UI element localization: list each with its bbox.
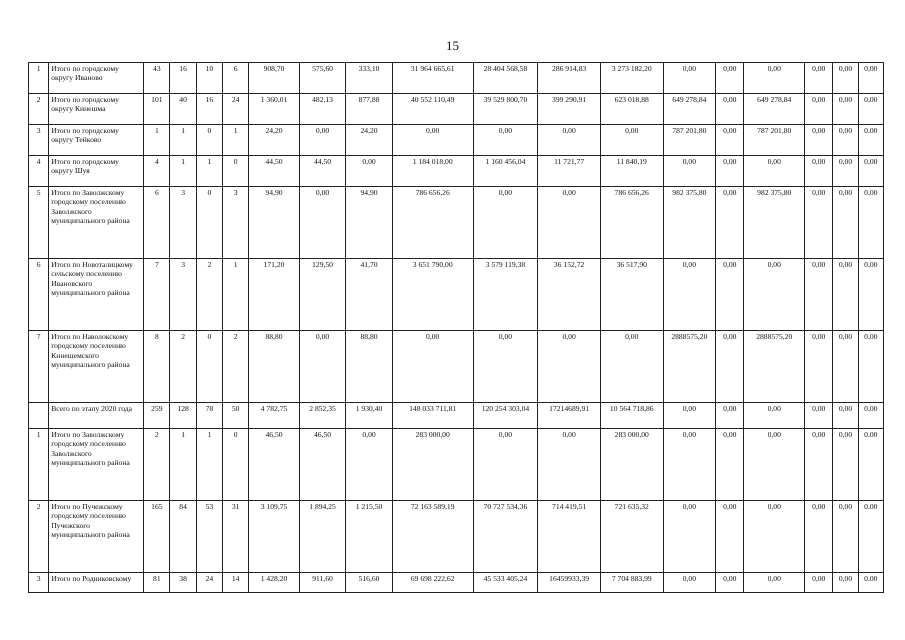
value-cell: 1 930,40 [346,403,392,429]
value-cell: 0,00 [716,403,744,429]
value-cell: 2 [196,259,222,331]
value-cell: 0,00 [805,63,833,94]
value-cell: 3 651 790,00 [392,259,473,331]
value-cell: 6 [144,187,170,259]
row-number-cell: 3 [29,573,49,593]
value-cell: 0,00 [858,187,883,259]
value-cell: 982 375,80 [744,187,805,259]
value-cell: 0,00 [805,187,833,259]
value-cell: 0,00 [716,429,744,501]
value-cell: 2 [170,331,196,403]
value-cell: 46,50 [249,429,300,501]
value-cell: 786 656,26 [392,187,473,259]
value-cell: 0,00 [716,573,744,593]
value-cell: 24 [196,573,222,593]
value-cell: 4 [144,156,170,187]
row-number-cell: 3 [29,125,49,156]
value-cell: 0,00 [663,63,716,94]
value-cell: 31 964 665,61 [392,63,473,94]
value-cell: 0,00 [805,573,833,593]
value-cell: 0,00 [716,94,744,125]
value-cell: 128 [170,403,196,429]
value-cell: 0,00 [716,187,744,259]
row-name-cell: Итого по городскому округу Кинешма [49,94,144,125]
value-cell: 0,00 [858,573,883,593]
value-cell: 53 [196,501,222,573]
value-cell: 1 [223,259,249,331]
value-cell: 0,00 [716,63,744,94]
value-cell: 2 852,35 [299,403,345,429]
value-cell: 787 201,80 [744,125,805,156]
value-cell: 0,00 [600,125,663,156]
value-cell: 0,00 [473,187,538,259]
row-name-cell: Итого по Пучежскому городскому поселению Пучежского муниципального района [49,501,144,573]
value-cell: 148 033 711,81 [392,403,473,429]
value-cell: 0,00 [858,403,883,429]
value-cell: 88,80 [249,331,300,403]
value-cell: 0,00 [716,331,744,403]
value-cell: 911,60 [299,573,345,593]
value-cell: 10 [196,63,222,94]
value-cell: 3 273 182,20 [600,63,663,94]
value-cell: 0,00 [805,429,833,501]
value-cell: 14 [223,573,249,593]
value-cell: 1 894,25 [299,501,345,573]
value-cell: 16459933,39 [538,573,601,593]
value-cell: 44,50 [249,156,300,187]
value-cell: 0,00 [538,125,601,156]
value-cell: 0,00 [716,501,744,573]
value-cell: 3 [170,259,196,331]
value-cell: 0,00 [600,331,663,403]
value-cell: 0,00 [833,259,858,331]
value-cell: 0 [196,187,222,259]
value-cell: 0,00 [805,125,833,156]
value-cell: 43 [144,63,170,94]
value-cell: 0,00 [858,331,883,403]
row-name-cell: Итого по Заволжскому городскому поселению Заволжского муниципального района [49,187,144,259]
value-cell: 0 [196,331,222,403]
table-row [29,125,884,156]
value-cell: 0,00 [299,331,345,403]
data-table [28,62,884,593]
value-cell: 1 215,50 [346,501,392,573]
value-cell: 0,00 [744,429,805,501]
value-cell: 0,00 [473,429,538,501]
value-cell: 46,50 [299,429,345,501]
value-cell: 1 [196,156,222,187]
table-body [29,63,884,593]
value-cell: 0,00 [744,63,805,94]
value-cell: 0,00 [858,63,883,94]
row-number-cell: 7 [29,331,49,403]
value-cell: 0,00 [663,573,716,593]
row-number-cell: 5 [29,187,49,259]
table-row [29,501,884,573]
value-cell: 0,00 [833,94,858,125]
value-cell: 0,00 [663,259,716,331]
value-cell: 88,80 [346,331,392,403]
value-cell: 0,00 [663,501,716,573]
value-cell: 44,50 [299,156,345,187]
value-cell: 0,00 [299,187,345,259]
value-cell: 0,00 [833,573,858,593]
value-cell: 877,88 [346,94,392,125]
value-cell: 0,00 [805,259,833,331]
value-cell: 2 [223,331,249,403]
value-cell: 7 [144,259,170,331]
value-cell: 4 782,75 [249,403,300,429]
value-cell: 0,00 [473,331,538,403]
value-cell: 259 [144,403,170,429]
value-cell: 120 254 303,04 [473,403,538,429]
value-cell: 0,00 [392,331,473,403]
value-cell: 24 [223,94,249,125]
value-cell: 10 564 718,86 [600,403,663,429]
value-cell: 575,60 [299,63,345,94]
value-cell: 11 840,19 [600,156,663,187]
value-cell: 0,00 [538,187,601,259]
value-cell: 94,90 [249,187,300,259]
value-cell: 101 [144,94,170,125]
value-cell: 1 428,20 [249,573,300,593]
value-cell: 0,00 [858,429,883,501]
value-cell: 0,00 [473,125,538,156]
value-cell: 0 [223,156,249,187]
value-cell: 17214689,91 [538,403,601,429]
value-cell: 0,00 [833,156,858,187]
value-cell: 1 [170,429,196,501]
row-name-cell: Итого по городскому округу Шуя [49,156,144,187]
value-cell: 0,00 [833,429,858,501]
value-cell: 84 [170,501,196,573]
value-cell: 0 [196,125,222,156]
value-cell: 1 [170,125,196,156]
value-cell: 0,00 [833,125,858,156]
value-cell: 94,90 [346,187,392,259]
value-cell: 0,00 [805,156,833,187]
value-cell: 0,00 [858,94,883,125]
value-cell: 1 [223,125,249,156]
value-cell: 2 [144,429,170,501]
value-cell: 0,00 [346,429,392,501]
table-row [29,429,884,501]
page-number: 15 [446,38,459,53]
value-cell: 78 [196,403,222,429]
value-cell: 1 360,01 [249,94,300,125]
value-cell: 41,70 [346,259,392,331]
value-cell: 0,00 [538,331,601,403]
value-cell: 1 160 456,04 [473,156,538,187]
value-cell: 0,00 [663,156,716,187]
table-row [29,156,884,187]
value-cell: 0,00 [346,156,392,187]
value-cell: 11 721,77 [538,156,601,187]
value-cell: 283 000,00 [600,429,663,501]
value-cell: 286 914,83 [538,63,601,94]
row-name-cell: Итого по Наволокскому городскому поселению Кинешемского муниципального района [49,331,144,403]
value-cell: 0,00 [716,156,744,187]
row-number-cell: 2 [29,501,49,573]
value-cell: 0,00 [663,429,716,501]
value-cell: 1 [144,125,170,156]
value-cell: 0,00 [299,125,345,156]
row-name-cell: Итого по Родниковскому [49,573,144,593]
value-cell: 36 152,72 [538,259,601,331]
value-cell: 0,00 [744,156,805,187]
row-number-cell: 1 [29,429,49,501]
table-row [29,259,884,331]
value-cell: 1 [196,429,222,501]
row-number-cell: 6 [29,259,49,331]
row-name-cell: Всего по этапу 2020 года [49,403,144,429]
value-cell: 3 [170,187,196,259]
row-name-cell: Итого по городскому округу Иваново [49,63,144,94]
value-cell: 36 517,90 [600,259,663,331]
row-name-cell: Итого по городскому округу Тейково [49,125,144,156]
value-cell: 0,00 [833,331,858,403]
table-row [29,63,884,94]
value-cell: 0,00 [538,429,601,501]
value-cell: 1 [170,156,196,187]
value-cell: 81 [144,573,170,593]
value-cell: 0,00 [663,403,716,429]
value-cell: 649 278,84 [744,94,805,125]
value-cell: 45 533 405,24 [473,573,538,593]
value-cell: 649 278,84 [663,94,716,125]
value-cell: 333,10 [346,63,392,94]
value-cell: 0,00 [833,501,858,573]
value-cell: 50 [223,403,249,429]
value-cell: 0,00 [744,501,805,573]
value-cell: 31 [223,501,249,573]
row-name-cell: Итого по Новоталицкому сельскому поселению Ивановского муниципального района [49,259,144,331]
value-cell: 6 [223,63,249,94]
value-cell: 482,13 [299,94,345,125]
row-number-cell [29,403,49,429]
value-cell: 7 704 883,99 [600,573,663,593]
value-cell: 0,00 [833,63,858,94]
row-number-cell: 1 [29,63,49,94]
value-cell: 0,00 [858,501,883,573]
value-cell: 40 [170,94,196,125]
value-cell: 70 727 534,36 [473,501,538,573]
value-cell: 721 635,32 [600,501,663,573]
value-cell: 0,00 [858,125,883,156]
value-cell: 2888575,20 [663,331,716,403]
row-number-cell: 4 [29,156,49,187]
value-cell: 69 698 222,62 [392,573,473,593]
value-cell: 0,00 [805,331,833,403]
value-cell: 908,70 [249,63,300,94]
table-row [29,573,884,593]
value-cell: 0,00 [744,573,805,593]
value-cell: 3 109,75 [249,501,300,573]
value-cell: 24,20 [249,125,300,156]
value-cell: 399 290,91 [538,94,601,125]
value-cell: 16 [196,94,222,125]
value-cell: 3 [223,187,249,259]
table-row [29,94,884,125]
value-cell: 623 018,88 [600,94,663,125]
value-cell: 0,00 [858,156,883,187]
value-cell: 129,50 [299,259,345,331]
value-cell: 0,00 [858,259,883,331]
value-cell: 3 579 119,38 [473,259,538,331]
row-number-cell: 2 [29,94,49,125]
table-row [29,403,884,429]
value-cell: 0,00 [392,125,473,156]
value-cell: 0,00 [716,125,744,156]
value-cell: 39 529 800,70 [473,94,538,125]
value-cell: 40 552 110,49 [392,94,473,125]
value-cell: 982 375,80 [663,187,716,259]
value-cell: 787 201,80 [663,125,716,156]
value-cell: 0,00 [716,259,744,331]
value-cell: 38 [170,573,196,593]
value-cell: 0,00 [744,403,805,429]
value-cell: 786 656,26 [600,187,663,259]
value-cell: 0 [223,429,249,501]
table-row [29,331,884,403]
value-cell: 165 [144,501,170,573]
value-cell: 283 000,00 [392,429,473,501]
value-cell: 0,00 [833,187,858,259]
value-cell: 0,00 [805,501,833,573]
value-cell: 0,00 [833,403,858,429]
value-cell: 72 163 589,19 [392,501,473,573]
value-cell: 0,00 [805,403,833,429]
value-cell: 714 419,51 [538,501,601,573]
row-name-cell: Итого по Заволжскому городскому поселению Заволжского муниципального района [49,429,144,501]
value-cell: 1 184 018,00 [392,156,473,187]
value-cell: 0,00 [805,94,833,125]
value-cell: 516,60 [346,573,392,593]
table-row [29,187,884,259]
value-cell: 8 [144,331,170,403]
value-cell: 2888575,20 [744,331,805,403]
value-cell: 28 404 568,58 [473,63,538,94]
value-cell: 16 [170,63,196,94]
value-cell: 0,00 [744,259,805,331]
value-cell: 171,20 [249,259,300,331]
value-cell: 24,20 [346,125,392,156]
